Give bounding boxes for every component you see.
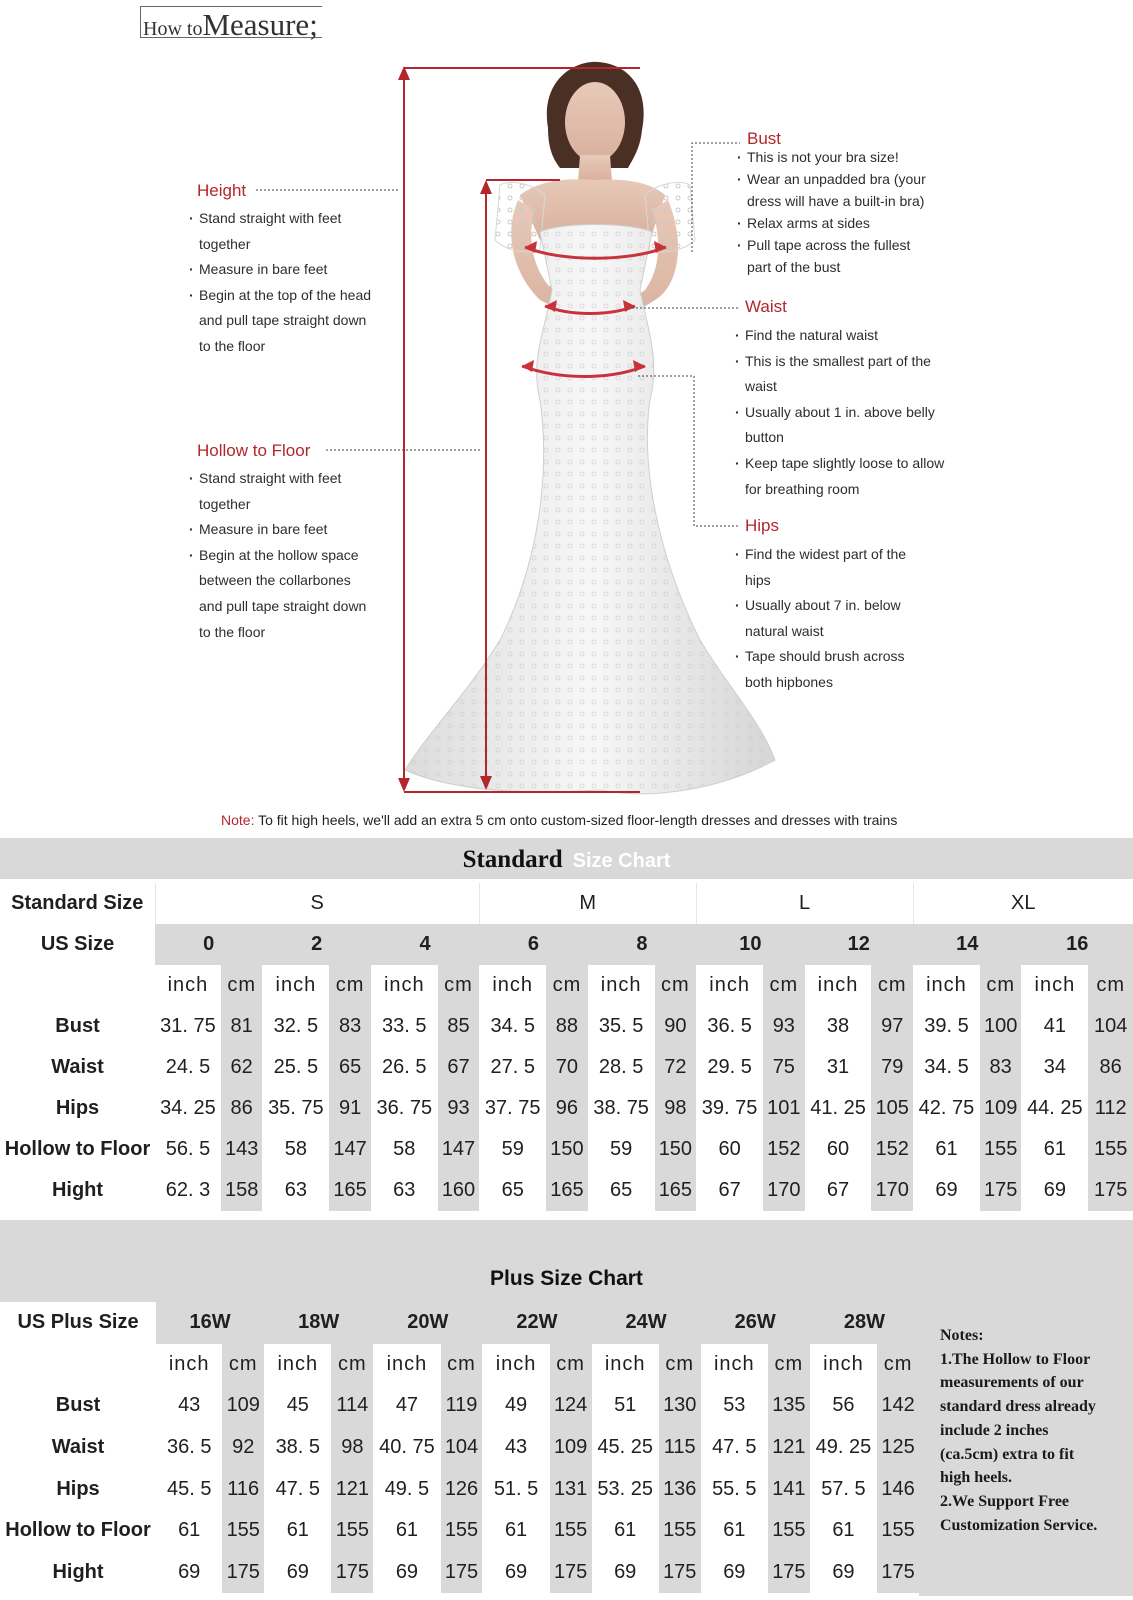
note-key: Note: (221, 812, 255, 828)
us-size-cell: 16 (1021, 924, 1133, 965)
unit-cm-cell: cm (768, 1344, 810, 1386)
face-shape (565, 82, 625, 162)
row-label: Hips (0, 1088, 155, 1129)
table-cell: 130 (659, 1385, 701, 1427)
table-cell: 34. 5 (479, 1006, 546, 1047)
standard-size-label: Standard Size (0, 883, 155, 924)
unit-cm-cell: cm (329, 965, 371, 1006)
heading-small: How to (143, 18, 203, 40)
instruction-line: · Usually about 7 in. below (737, 593, 906, 619)
table-cell: 65 (588, 1170, 655, 1211)
table-cell: 98 (331, 1427, 373, 1469)
hips-instructions (737, 542, 906, 696)
unit-inch-cell: inch (479, 965, 546, 1006)
table-cell: 43 (156, 1385, 222, 1427)
standard-title-word: Standard (462, 846, 563, 873)
table-cell: 62. 3 (155, 1170, 221, 1211)
table-cell: 160 (438, 1170, 480, 1211)
table-cell: 36. 5 (156, 1427, 222, 1469)
table-cell: 93 (438, 1088, 480, 1129)
waist-label: Waist (745, 297, 787, 316)
table-cell: 62 (221, 1047, 263, 1088)
instruction-line: for breathing room (745, 480, 860, 497)
instruction-line: and pull tape straight down (199, 312, 367, 329)
us-plus-size-cell: 24W (592, 1302, 701, 1344)
row-label: Waist (0, 1047, 155, 1088)
plus-chart-title-band (0, 1220, 1133, 1302)
table-cell: 175 (441, 1552, 483, 1594)
plus-chart-title: Plus Size Chart (490, 1267, 643, 1290)
table-cell: 69 (373, 1552, 440, 1594)
table-cell: 147 (329, 1129, 371, 1170)
table-cell: 56 (810, 1385, 877, 1427)
instruction-line: · Begin at the hollow space (191, 543, 366, 569)
table-cell: 45 (264, 1385, 331, 1427)
table-cell: 150 (546, 1129, 588, 1170)
table-cell: 28. 5 (588, 1047, 655, 1088)
table-cell: 100 (980, 1006, 1022, 1047)
table-cell: 31 (805, 1047, 872, 1088)
table-cell: 175 (550, 1552, 592, 1594)
table-cell: 61 (156, 1510, 222, 1552)
table-cell: 69 (913, 1170, 980, 1211)
note-line: Notes: (940, 1327, 984, 1344)
unit-inch-cell: inch (696, 965, 763, 1006)
table-cell: 152 (871, 1129, 913, 1170)
table-cell: 98 (655, 1088, 697, 1129)
note-line: measurements of our (940, 1374, 1084, 1392)
table-cell: 45. 25 (592, 1427, 659, 1469)
table-cell: 146 (877, 1468, 919, 1510)
table-cell: 29. 5 (696, 1047, 763, 1088)
table-cell: 175 (331, 1552, 373, 1594)
table-cell: 61 (482, 1510, 549, 1552)
table-cell: 155 (980, 1129, 1022, 1170)
instruction-line: · Wear an unpadded bra (your (739, 168, 926, 190)
note-line: high heels. (940, 1469, 1013, 1487)
unit-cm-cell: cm (550, 1344, 592, 1386)
table-cell: 60 (805, 1129, 872, 1170)
table-cell: 170 (871, 1170, 913, 1211)
unit-cm-cell: cm (871, 965, 913, 1006)
table-cell: 119 (441, 1385, 483, 1427)
table-cell: 90 (655, 1006, 697, 1047)
table-cell: 47. 5 (264, 1468, 331, 1510)
table-cell: 61 (373, 1510, 440, 1552)
row-label: Hight (0, 1170, 155, 1211)
table-cell: 115 (659, 1427, 701, 1469)
table-cell: 158 (221, 1170, 263, 1211)
table-cell: 109 (222, 1385, 264, 1427)
unit-inch-cell: inch (810, 1344, 877, 1386)
unit-cm-cell: cm (980, 965, 1022, 1006)
instruction-line: · Begin at the top of the head (191, 283, 371, 309)
instruction-line: together (199, 495, 251, 512)
table-cell: 69 (810, 1552, 877, 1594)
table-cell: 26. 5 (371, 1047, 438, 1088)
heels-note (221, 812, 897, 828)
table-cell: 42. 75 (913, 1088, 980, 1129)
bust-label: Bust (747, 129, 782, 148)
table-cell: 75 (763, 1047, 805, 1088)
table-cell: 38. 75 (588, 1088, 655, 1129)
unit-cm-cell: cm (331, 1344, 373, 1386)
heading-big: Measure (202, 7, 310, 42)
notes-text (919, 1302, 1133, 1537)
table-cell: 175 (768, 1552, 810, 1594)
table-cell: 109 (550, 1427, 592, 1469)
table-cell: 45. 5 (156, 1468, 222, 1510)
unit-cm-cell: cm (655, 965, 697, 1006)
table-cell: 83 (329, 1006, 371, 1047)
instruction-line: together (199, 235, 251, 252)
instruction-line: · Usually about 1 in. above belly (737, 400, 944, 426)
table-cell: 86 (221, 1088, 263, 1129)
table-cell: 34. 25 (155, 1088, 221, 1129)
table-cell: 96 (546, 1088, 588, 1129)
table-cell: 36. 75 (371, 1088, 438, 1129)
table-cell: 49. 5 (373, 1468, 440, 1510)
table-cell: 155 (659, 1510, 701, 1552)
hollow-to-floor-label: Hollow to Floor (197, 441, 311, 460)
row-label: Hollow to Floor (0, 1510, 156, 1552)
table-cell: 175 (877, 1552, 919, 1594)
size-group-cell: L (696, 883, 913, 924)
unit-inch-cell: inch (156, 1344, 222, 1386)
us-size-cell: 14 (913, 924, 1021, 965)
how-to-measure-heading: How toMeasure; (140, 6, 322, 38)
table-cell: 58 (371, 1129, 438, 1170)
table-cell: 53. 25 (592, 1468, 659, 1510)
table-cell: 155 (1088, 1129, 1133, 1170)
table-cell: 141 (768, 1468, 810, 1510)
instruction-line: button (745, 429, 784, 446)
unit-cm-cell: cm (659, 1344, 701, 1386)
note-line: (ca.5cm) extra to fit (940, 1445, 1075, 1463)
table-cell: 155 (550, 1510, 592, 1552)
table-cell: 104 (1088, 1006, 1133, 1047)
hollow-instructions (191, 466, 366, 645)
table-cell: 175 (1088, 1170, 1133, 1211)
table-cell: 147 (438, 1129, 480, 1170)
table-cell: 44. 25 (1021, 1088, 1088, 1129)
table-cell: 165 (655, 1170, 697, 1211)
unit-inch-cell: inch (1021, 965, 1088, 1006)
table-cell: 126 (441, 1468, 483, 1510)
table-cell: 69 (1021, 1170, 1088, 1211)
table-cell: 67 (438, 1047, 480, 1088)
table-cell: 59 (479, 1129, 546, 1170)
table-cell: 61 (264, 1510, 331, 1552)
unit-inch-cell: inch (592, 1344, 659, 1386)
table-cell: 97 (871, 1006, 913, 1047)
table-cell: 104 (441, 1427, 483, 1469)
row-label: Bust (0, 1006, 155, 1047)
table-cell: 69 (482, 1552, 549, 1594)
instruction-line: · Find the natural waist (737, 323, 944, 349)
table-cell: 27. 5 (479, 1047, 546, 1088)
us-size-cell: 6 (479, 924, 587, 965)
instruction-line: · Measure in bare feet (191, 517, 366, 543)
table-cell: 105 (871, 1088, 913, 1129)
table-cell: 165 (329, 1170, 371, 1211)
blank-cell (0, 1344, 156, 1386)
instruction-line: waist (745, 378, 777, 395)
row-label: Hips (0, 1468, 156, 1510)
table-cell: 92 (222, 1427, 264, 1469)
unit-inch-cell: inch (701, 1344, 768, 1386)
table-cell: 69 (264, 1552, 331, 1594)
table-cell: 116 (222, 1468, 264, 1510)
table-cell: 81 (221, 1006, 263, 1047)
notes-box (919, 1302, 1133, 1596)
table-cell: 85 (438, 1006, 480, 1047)
table-cell: 35. 5 (588, 1006, 655, 1047)
size-group-cell: S (155, 883, 479, 924)
table-cell: 155 (877, 1510, 919, 1552)
unit-inch-cell: inch (913, 965, 980, 1006)
note-line: 2.We Support Free (940, 1492, 1070, 1510)
unit-inch-cell: inch (155, 965, 221, 1006)
instruction-line: dress will have a built-in bra) (747, 193, 925, 209)
table-cell: 155 (768, 1510, 810, 1552)
table-cell: 67 (805, 1170, 872, 1211)
table-cell: 124 (550, 1385, 592, 1427)
us-size-cell: 8 (588, 924, 696, 965)
table-cell: 41. 25 (805, 1088, 872, 1129)
row-label: Bust (0, 1385, 156, 1427)
table-cell: 65 (329, 1047, 371, 1088)
table-cell: 61 (1021, 1129, 1088, 1170)
table-cell: 86 (1088, 1047, 1133, 1088)
table-cell: 47 (373, 1385, 440, 1427)
instruction-line: · Pull tape across the fullest (739, 234, 926, 256)
table-cell: 61 (913, 1129, 980, 1170)
table-cell: 36. 5 (696, 1006, 763, 1047)
row-label: Hollow to Floor (0, 1129, 155, 1170)
us-plus-size-cell: 20W (373, 1302, 482, 1344)
table-cell: 34. 5 (913, 1047, 980, 1088)
table-cell: 93 (763, 1006, 805, 1047)
us-plus-size-label: US Plus Size (0, 1302, 156, 1344)
instruction-line: both hipbones (745, 673, 833, 690)
table-cell: 70 (546, 1047, 588, 1088)
table-cell: 53 (701, 1385, 768, 1427)
us-plus-size-cell: 18W (264, 1302, 373, 1344)
table-cell: 155 (222, 1510, 264, 1552)
table-cell: 131 (550, 1468, 592, 1510)
standard-size-table (0, 883, 1133, 1211)
table-cell: 51. 5 (482, 1468, 549, 1510)
us-plus-size-cell: 22W (482, 1302, 591, 1344)
table-cell: 61 (810, 1510, 877, 1552)
note-text: To fit high heels, we'll add an extra 5 cm onto custom-sized floor-length dresses and dresses with trains (254, 812, 898, 828)
unit-inch-cell: inch (264, 1344, 331, 1386)
table-cell: 61 (592, 1510, 659, 1552)
table-cell: 91 (329, 1088, 371, 1129)
instruction-line: and pull tape straight down (199, 597, 367, 614)
table-cell: 121 (768, 1427, 810, 1469)
table-cell: 69 (701, 1552, 768, 1594)
unit-cm-cell: cm (877, 1344, 919, 1386)
note-line: include 2 inches (940, 1421, 1049, 1439)
table-cell: 58 (262, 1129, 329, 1170)
table-cell: 59 (588, 1129, 655, 1170)
us-plus-size-cell: 16W (156, 1302, 264, 1344)
standard-chart-title (0, 838, 1133, 879)
table-cell: 43 (482, 1427, 549, 1469)
table-cell: 33. 5 (371, 1006, 438, 1047)
table-cell: 57. 5 (810, 1468, 877, 1510)
table-cell: 32. 5 (262, 1006, 329, 1047)
table-cell: 47. 5 (701, 1427, 768, 1469)
table-cell: 142 (877, 1385, 919, 1427)
table-cell: 35. 75 (262, 1088, 329, 1129)
table-cell: 39. 5 (913, 1006, 980, 1047)
table-cell: 38. 5 (264, 1427, 331, 1469)
instruction-line: part of the bust (747, 259, 841, 275)
table-cell: 109 (980, 1088, 1022, 1129)
unit-inch-cell: inch (588, 965, 655, 1006)
us-size-cell: 12 (805, 924, 913, 965)
instruction-line: · Stand straight with feet (191, 206, 371, 232)
table-cell: 37. 75 (479, 1088, 546, 1129)
table-cell: 143 (221, 1129, 263, 1170)
row-label: Waist (0, 1427, 156, 1469)
table-cell: 63 (262, 1170, 329, 1211)
us-size-label: US Size (0, 924, 155, 965)
unit-cm-cell: cm (1088, 965, 1133, 1006)
instruction-line: · This is the smallest part of the (737, 349, 944, 375)
table-cell: 101 (763, 1088, 805, 1129)
instruction-line: hips (745, 571, 771, 588)
plus-size-table (0, 1302, 919, 1593)
table-cell: 79 (871, 1047, 913, 1088)
table-cell: 72 (655, 1047, 697, 1088)
table-cell: 112 (1088, 1088, 1133, 1129)
table-cell: 67 (696, 1170, 763, 1211)
instruction-line: to the floor (199, 623, 266, 640)
us-size-cell: 10 (696, 924, 804, 965)
table-cell: 69 (156, 1552, 222, 1594)
table-cell: 60 (696, 1129, 763, 1170)
instruction-line: · Stand straight with feet (191, 466, 366, 492)
table-cell: 55. 5 (701, 1468, 768, 1510)
table-cell: 114 (331, 1385, 373, 1427)
table-cell: 165 (546, 1170, 588, 1211)
unit-cm-cell: cm (546, 965, 588, 1006)
unit-inch-cell: inch (262, 965, 329, 1006)
table-cell: 125 (877, 1427, 919, 1469)
instruction-line: between the collarbones (199, 572, 351, 589)
table-cell: 34 (1021, 1047, 1088, 1088)
size-group-cell: M (479, 883, 696, 924)
table-cell: 39. 75 (696, 1088, 763, 1129)
row-label: Hight (0, 1552, 156, 1594)
table-cell: 49 (482, 1385, 549, 1427)
table-cell: 175 (980, 1170, 1022, 1211)
table-cell: 150 (655, 1129, 697, 1170)
table-cell: 69 (592, 1552, 659, 1594)
table-cell: 155 (331, 1510, 373, 1552)
instruction-line: · Tape should brush across (737, 644, 906, 670)
size-chart-word: Size Chart (572, 850, 671, 872)
note-line: 1.The Hollow to Floor (940, 1350, 1091, 1368)
note-line: standard dress already (940, 1398, 1096, 1416)
unit-inch-cell: inch (482, 1344, 549, 1386)
instruction-line: · Relax arms at sides (739, 212, 926, 234)
unit-cm-cell: cm (441, 1344, 483, 1386)
note-line: Customization Service. (940, 1516, 1098, 1534)
table-cell: 83 (980, 1047, 1022, 1088)
instruction-line: natural waist (745, 622, 824, 639)
us-size-cell: 0 (155, 924, 262, 965)
table-cell: 40. 75 (373, 1427, 440, 1469)
waist-instructions (737, 323, 944, 502)
table-cell: 24. 5 (155, 1047, 221, 1088)
table-cell: 135 (768, 1385, 810, 1427)
height-instructions (191, 206, 371, 360)
us-plus-size-cell: 26W (701, 1302, 810, 1344)
table-cell: 63 (371, 1170, 438, 1211)
table-cell: 170 (763, 1170, 805, 1211)
us-plus-size-cell: 28W (810, 1302, 919, 1344)
hips-label: Hips (745, 516, 780, 535)
table-cell: 121 (331, 1468, 373, 1510)
us-size-cell: 4 (371, 924, 479, 965)
size-group-cell: XL (913, 883, 1133, 924)
table-cell: 38 (805, 1006, 872, 1047)
table-cell: 31. 75 (155, 1006, 221, 1047)
instruction-line: · Find the widest part of the (737, 542, 906, 568)
table-cell: 136 (659, 1468, 701, 1510)
height-label: Height (197, 181, 247, 200)
table-cell: 152 (763, 1129, 805, 1170)
table-cell: 61 (701, 1510, 768, 1552)
unit-cm-cell: cm (222, 1344, 264, 1386)
instruction-line: · Keep tape slightly loose to allow (737, 451, 944, 477)
blank-cell (0, 965, 155, 1006)
table-cell: 41 (1021, 1006, 1088, 1047)
table-cell: 175 (659, 1552, 701, 1594)
bust-instructions (739, 146, 926, 278)
unit-cm-cell: cm (438, 965, 480, 1006)
unit-cm-cell: cm (763, 965, 805, 1006)
table-cell: 25. 5 (262, 1047, 329, 1088)
table-cell: 49. 25 (810, 1427, 877, 1469)
us-size-cell: 2 (262, 924, 370, 965)
table-cell: 51 (592, 1385, 659, 1427)
instruction-line: · This is not your bra size! (739, 146, 926, 168)
instruction-line: · Measure in bare feet (191, 257, 371, 283)
table-cell: 175 (222, 1552, 264, 1594)
unit-cm-cell: cm (221, 965, 263, 1006)
table-cell: 56. 5 (155, 1129, 221, 1170)
table-cell: 65 (479, 1170, 546, 1211)
unit-inch-cell: inch (373, 1344, 440, 1386)
instruction-line: to the floor (199, 337, 266, 354)
unit-inch-cell: inch (805, 965, 872, 1006)
table-cell: 155 (441, 1510, 483, 1552)
unit-inch-cell: inch (371, 965, 438, 1006)
table-cell: 88 (546, 1006, 588, 1047)
